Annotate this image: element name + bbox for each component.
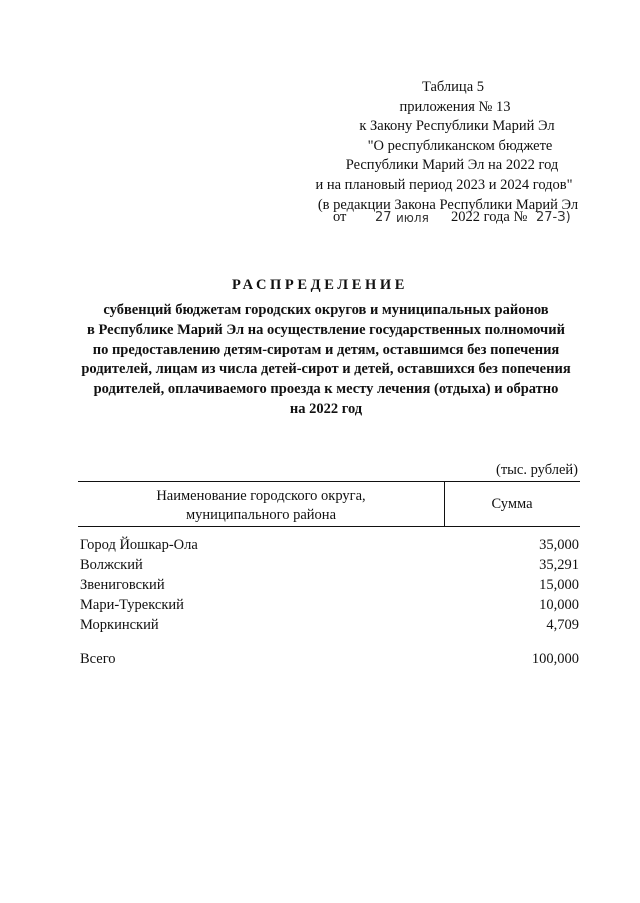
total-value: 100,000 — [531, 651, 579, 667]
total-label: Всего — [80, 651, 116, 667]
row-name: Звениговский — [80, 577, 165, 593]
subtitle-line: на 2022 год — [289, 400, 363, 417]
column-header-name-line: муниципального района — [186, 506, 336, 523]
document-title: РАСПРЕДЕЛЕНИЕ — [232, 277, 408, 293]
subtitle-line: в Республике Марий Эл на осуществление государственных полномочий — [87, 321, 565, 338]
header-line-edition: (в редакции Закона Республики Марий Эл — [317, 196, 579, 213]
row-value: 35,291 — [539, 557, 579, 573]
table-header-bottom-rule — [78, 526, 580, 527]
law-reference-header — [290, 78, 580, 215]
header-line-appendix: приложения № 13 — [399, 98, 511, 115]
edition-number: 27-З) — [536, 210, 571, 225]
table-row — [78, 555, 580, 575]
table-row — [78, 575, 580, 595]
row-value: 35,000 — [539, 537, 579, 553]
column-header-sum: Сумма — [491, 496, 533, 512]
row-name: Моркинский — [80, 617, 159, 633]
table-row — [78, 615, 580, 635]
table-total-row — [78, 649, 580, 669]
subtitle-line: по предоставлению детям-сиротам и детям, оставшимся без попечения — [92, 341, 560, 358]
edition-ot: от — [333, 209, 347, 225]
subtitle-line: родителей, лицам из числа детей-сирот и детей, оставшихся без попечения — [81, 361, 571, 378]
table-row — [78, 595, 580, 615]
row-name: Город Йошкар-Ола — [80, 537, 198, 553]
header-line-budget: "О республиканском бюджете — [367, 137, 553, 154]
document-subtitle — [70, 301, 582, 420]
header-line-law: к Закону Республики Марий Эл — [359, 118, 555, 135]
row-value: 15,000 — [539, 577, 579, 593]
edition-day: 27 — [375, 210, 392, 225]
table-top-rule — [78, 481, 580, 482]
row-value: 10,000 — [539, 597, 579, 613]
subtitle-line: субвенций бюджетам городских округов и муниципальных районов — [103, 302, 549, 318]
header-line-period: и на плановый период 2023 и 2024 годов" — [315, 176, 573, 193]
table-units: (тыс. рублей) — [496, 462, 578, 478]
header-line-table-number: Таблица 5 — [421, 79, 484, 95]
edition-month: июля — [396, 211, 429, 225]
table-body — [78, 535, 580, 635]
edition-year-text: 2022 года № — [451, 209, 528, 225]
row-name: Мари-Турекский — [80, 597, 184, 613]
column-header-name — [78, 487, 444, 524]
subtitle-line: родителей, оплачиваемого проезда к месту лечения (отдыха) и обратно — [93, 381, 559, 398]
column-header-name-line: Наименование городского округа, — [156, 488, 366, 504]
header-line-republic: Республики Марий Эл на 2022 год — [345, 157, 559, 174]
row-value: 4,709 — [546, 617, 579, 633]
row-name: Волжский — [80, 557, 143, 573]
table-row — [78, 535, 580, 555]
